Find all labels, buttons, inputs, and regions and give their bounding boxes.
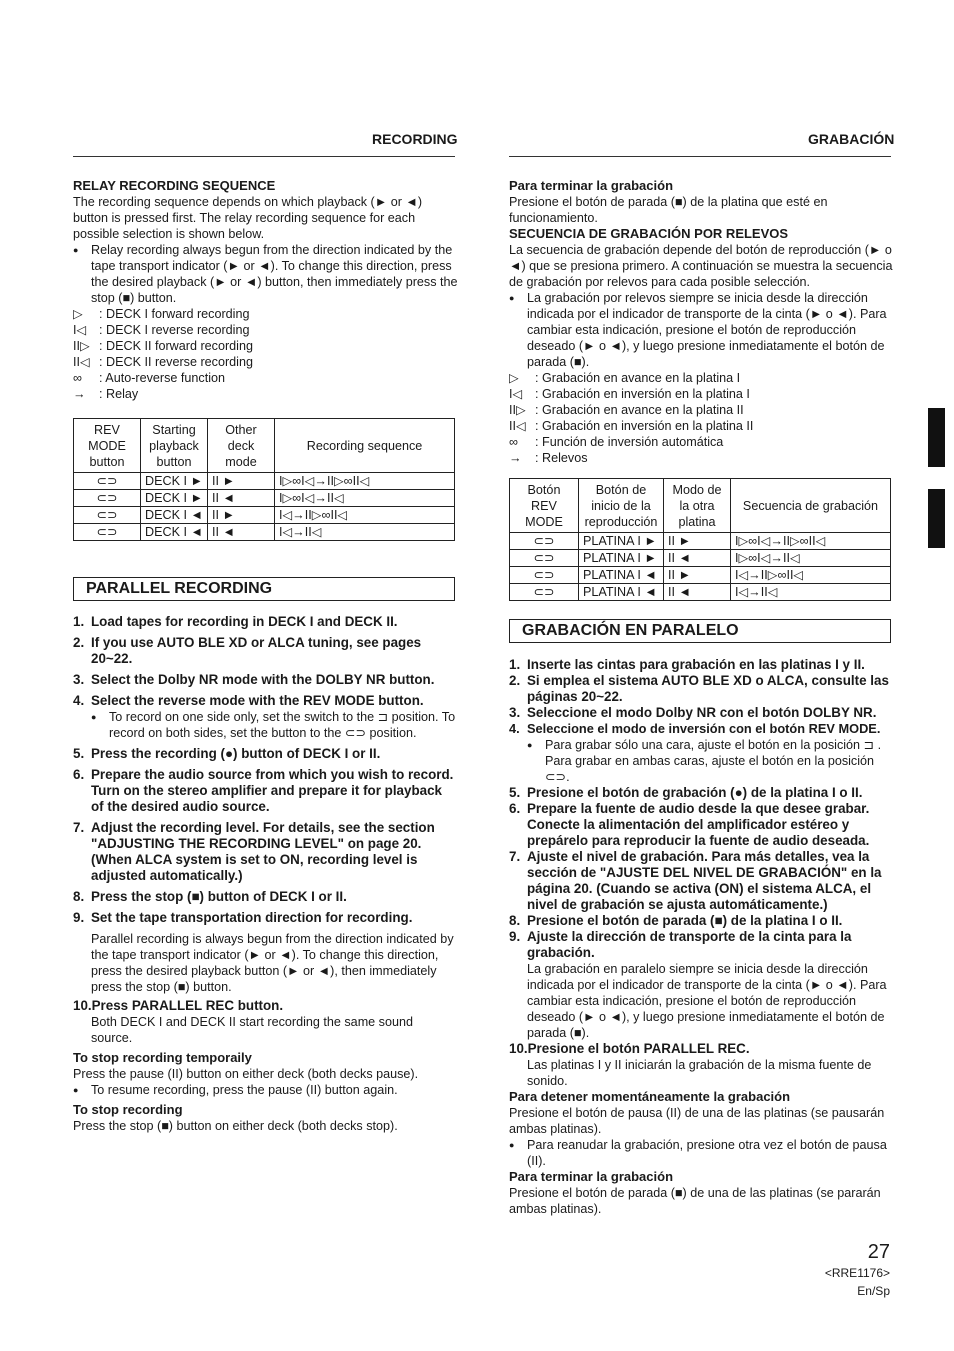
step-number: 4. [509,721,520,736]
table-header: Modo de la otra platina [664,479,731,533]
doc-code: <RRE1176> [824,1266,890,1280]
legend-symbol: II▷ [509,403,526,417]
step-text: Ajuste la dirección de transporte de la cinta para la grabación. [527,929,852,960]
legend-text: : Grabación en avance en la platina I [535,371,741,385]
table-cell: DECK I ◄ [141,507,208,524]
table-cell: ⊂⊃ [74,507,141,524]
table-cell: PLATINA I ► [579,533,664,550]
legend-symbol: II◁ [509,419,526,433]
stop-title: To stop recording [73,1102,183,1117]
legend-symbol: I◁ [73,323,87,337]
table-row [74,507,455,524]
table-cell: ⊂⊃ [510,533,579,550]
step-text: If you use AUTO BLE XD or ALCA tuning, see pages 20~22. [91,635,422,666]
step-number: 9. [509,929,521,944]
table-cell: II ► [664,533,731,550]
table-cell: DECK I ◄ [141,524,208,541]
step4-bullet: ● Para grabar sólo una cara, ajuste el botón en la posición ⊐ . Para grabar en ambas caras, ajuste el botón en la posición ⊂⊃. [527,737,893,785]
step [509,849,893,913]
legend-row [509,434,893,450]
legend-symbol: II◁ [73,355,90,369]
step [509,929,893,961]
step9-text: La grabación en paralelo siempre se inicia desde la dirección indicada por el indicador de transporte de la cinta (► o ◄). Para cambiar esta indicación, presione el botón de reproducción deseado (► o ◄), y luego presione inmediatamente el botón de parada (■). [527,962,887,1040]
legend-symbol: → [73,387,86,401]
table-cell: ⊂⊃ [510,567,579,584]
step [509,721,893,737]
header-rule [73,156,455,157]
step-number: 2. [73,635,85,650]
step [73,693,457,709]
step-number: 3. [509,705,521,720]
pause-title: To stop recording temporaily [73,1050,252,1065]
step10-text: Both DECK I and DECK II start recording the same sound source. [91,1015,413,1045]
legend-row [509,370,893,386]
table-cell: I◁→II◁ [275,524,455,541]
stop-text: Presione el botón de parada (■) de una de las platinas (se pararán ambas platinas). [509,1186,881,1216]
table-row [510,567,891,584]
legend-text: : DECK II forward recording [99,339,253,353]
legend-symbol: ▷ [73,307,83,321]
stop-text: Press the stop (■) button on either deck (both decks stop). [73,1119,398,1133]
step-text: Set the tape transportation direction for recording. [91,910,413,925]
step [509,785,893,801]
table-row [510,533,891,550]
table-cell: II ◄ [664,584,731,601]
page-number: 27 [867,1241,890,1263]
relevos-sequence-table [509,478,891,601]
legend-text: : Función de inversión automática [535,435,724,449]
step-text: Select the reverse mode with the REV MODE button. [91,693,424,708]
table-cell: DECK I ► [141,490,208,507]
table-cell: ⊂⊃ [510,584,579,601]
pause-bullet: ● Para reanudar la grabación, presione otra vez el botón de pausa (II). [509,1137,893,1169]
step-text: Select the Dolby NR mode with the DOLBY NR button. [91,672,435,687]
legend-row [509,450,893,466]
table-cell: II ► [208,473,275,490]
header-rule [509,156,891,157]
step-text: Press the recording (●) button of DECK I or II. [91,746,381,761]
step-number: 5. [73,746,85,761]
step-number: 1. [73,614,85,629]
step-text: Si emplea el sistema AUTO BLE XD o ALCA, consulte las páginas 20~22. [527,673,889,704]
table-cell: I▷∞I◁→II▷∞II◁ [275,473,455,490]
step-number: 2. [509,673,521,688]
step [509,673,893,705]
step-text: Ajuste el nivel de grabación. Para más detalles, vea la sección de "AJUSTE DEL NIVEL DE GRABACIÓN" en la página 20. (Cuando se activa (ON) el sistema ALCA, el nivel de grabación se ajusta automáticamente.) [527,849,882,912]
legend-text: : Grabación en avance en la platina II [535,403,744,417]
legend-row [73,306,459,322]
table-cell: PLATINA I ► [579,550,664,567]
step [509,705,893,721]
grabacion-paralelo-title: GRABACIÓN EN PARALELO [509,619,891,643]
table-row [510,584,891,601]
step-number: 7. [73,820,85,835]
step-text: Seleccione el modo Dolby NR con el botón DOLBY NR. [527,705,877,720]
table-cell: ⊂⊃ [510,550,579,567]
step [73,614,457,630]
paralelo-steps [509,657,893,1217]
step-number: 8. [73,889,85,904]
step9-text: Parallel recording is always begun from the direction indicated by the tape transport indicator (► or ◄). To change this direction, press the desired playback button (► or ◄), then immediately press the stop (■) button. [91,932,454,994]
relevos-section [509,178,893,466]
table-header: Other deck mode [208,419,275,473]
table-header: Recording sequence [275,419,455,473]
end-title: Para terminar la grabación [509,178,674,193]
table-cell: I◁→II▷∞II◁ [275,507,455,524]
pause-bullet: ● To resume recording, press the pause (II) button again. [73,1082,457,1098]
table-cell: I◁→II◁ [731,584,891,601]
table-cell: II ► [664,567,731,584]
step [509,913,893,929]
step [73,635,457,667]
table-cell: I▷∞I◁→II◁ [731,550,891,567]
legend-row [73,386,459,402]
table-cell: I▷∞I◁→II▷∞II◁ [731,533,891,550]
step [73,746,457,762]
relay-section [73,178,459,402]
legend-text: : Grabación en inversión en la platina II [535,419,754,433]
step [73,672,457,688]
relay-intro: The recording sequence depends on which playback (► or ◄) button is pressed first. The relay recording sequence for each possible selection is shown below. [73,195,423,241]
legend-text: : DECK II reverse recording [99,355,253,369]
legend-row [509,386,893,402]
step10: 10.Presione el botón PARALLEL REC. [509,1041,750,1056]
legend-text: : Grabación en inversión en la platina I [535,387,750,401]
section-header-grabacion: GRABACIÓN [808,131,895,147]
table-row [74,473,455,490]
step-text: Seleccione el modo de inversión con el botón REV MODE. [527,721,881,736]
stop-title: Para terminar la grabación [509,1169,674,1184]
table-cell: II ◄ [208,490,275,507]
step4-bullet: ● To record on one side only, set the switch to the ⊐ position. To record on both sides, set the button to the ⊂⊃ position. [91,709,457,741]
step-number: 7. [509,849,521,864]
legend-text: : Relevos [535,451,588,465]
legend-row [73,354,459,370]
pause-title: Para detener momentáneamente la grabación [509,1089,791,1104]
relay-title: RELAY RECORDING SEQUENCE [73,178,276,193]
step-text: Adjust the recording level. For details, see the section "ADJUSTING THE RECORDING LEVEL" on page 20. (When ALCA system is set to ON, recording level is adjusted automatically.) [91,820,435,883]
relevos-title: SECUENCIA DE GRABACIÓN POR RELEVOS [509,226,789,241]
legend-text: : Relay [99,387,139,401]
step-text: Inserte las cintas para grabación en las platinas I y II. [527,657,865,672]
table-header: Secuencia de grabación [731,479,891,533]
relevos-bullet: ● La grabación por relevos siempre se inicia desde la dirección indicada por el indicador de transporte de la cinta (► o ◄). Para cambiar esta indicación, presione el botón de reproducción deseado (► o ◄), y luego presione inmediatamente el botón de parada (■). [509,290,893,370]
table-cell: I▷∞I◁→II◁ [275,490,455,507]
legend-symbol: → [509,451,522,465]
step10: 10.Press PARALLEL REC button. [73,998,284,1013]
end-text: Presione el botón de parada (■) de la platina que esté en funcionamiento. [509,195,828,225]
step-number: 6. [509,801,521,816]
step10-text: Las platinas I y II iniciarán la grabación de la misma fuente de sonido. [527,1058,872,1088]
legend-row [73,338,459,354]
table-cell: DECK I ► [141,473,208,490]
table-row [74,490,455,507]
legend-row [73,370,459,386]
step [73,889,457,905]
step-number: 3. [73,672,85,687]
relevos-legend [509,370,893,466]
table-header: Botón REV MODE [510,479,579,533]
legend-row [73,322,459,338]
table-cell: ⊂⊃ [74,473,141,490]
relevos-intro: La secuencia de grabación depende del botón de reproducción (► o ◄) que se presiona primero. A continuación se muestra la secuencia de grabación por relevos para cada posible selección. [509,243,893,289]
table-cell: I◁→II▷∞II◁ [731,567,891,584]
step-number: 4. [73,693,85,708]
step-text: Presione el botón de grabación (●) de la platina I o II. [527,785,863,800]
relay-legend [73,306,459,402]
table-row [510,550,891,567]
table-cell: II ◄ [664,550,731,567]
step-number: 6. [73,767,85,782]
legend-row [509,418,893,434]
table-cell: ⊂⊃ [74,524,141,541]
step-text: Load tapes for recording in DECK I and DECK II. [91,614,398,629]
parallel-recording-title: PARALLEL RECORDING [73,577,455,601]
legend-text: : DECK I reverse recording [99,323,250,337]
table-cell: PLATINA I ◄ [579,567,664,584]
step-number: 9. [73,910,85,925]
step-text: Prepare la fuente de audio desde la que desee grabar. Conecte la alimentación del amplificador estéreo y prepárelo para reproducir la fuente de audio deseada. [527,801,870,848]
section-header-recording: RECORDING [372,131,458,147]
pause-text: Presione el botón de pausa (II) de una de las platinas (se pausarán ambas platinas). [509,1106,885,1136]
legend-row [509,402,893,418]
parallel-steps [73,614,457,1134]
legend-symbol: II▷ [73,339,90,353]
step-text: Presione el botón de parada (■) de la platina I o II. [527,913,843,928]
table-header: REV MODE button [74,419,141,473]
step [73,767,457,815]
relay-bullet: ● Relay recording always begun from the direction indicated by the tape transport indicator (► or ◄). To change this direction, press the desired playback (► or ◄) button, then immediately press the stop (■) button. [73,242,459,306]
legend-text: : Auto-reverse function [99,371,226,385]
legend-symbol: ▷ [509,371,519,385]
step-number: 5. [509,785,521,800]
relay-sequence-table [73,418,455,541]
step [73,820,457,884]
table-header: Botón de inicio de la reproducción [579,479,664,533]
step-text: Press the stop (■) button of DECK I or II. [91,889,347,904]
step [509,657,893,673]
legend-symbol: I◁ [509,387,523,401]
legend-symbol: ∞ [73,371,82,385]
legend-symbol: ∞ [509,435,518,449]
step-number: 8. [509,913,521,928]
step-number: 1. [509,657,521,672]
table-header: Starting playback button [141,419,208,473]
table-row [74,524,455,541]
side-tab-mark [928,489,945,548]
table-cell: PLATINA I ◄ [579,584,664,601]
table-cell: II ◄ [208,524,275,541]
side-tab-mark [928,408,945,467]
pause-text: Press the pause (II) button on either deck (both decks pause). [73,1067,419,1081]
language-code: En/Sp [857,1284,890,1298]
table-cell: ⊂⊃ [74,490,141,507]
table-cell: II ► [208,507,275,524]
step [509,801,893,849]
legend-text: : DECK I forward recording [99,307,250,321]
step [73,910,457,926]
step-text: Prepare the audio source from which you wish to record. Turn on the stereo amplifier and prepare it for playback of the desired audio source. [91,767,454,814]
